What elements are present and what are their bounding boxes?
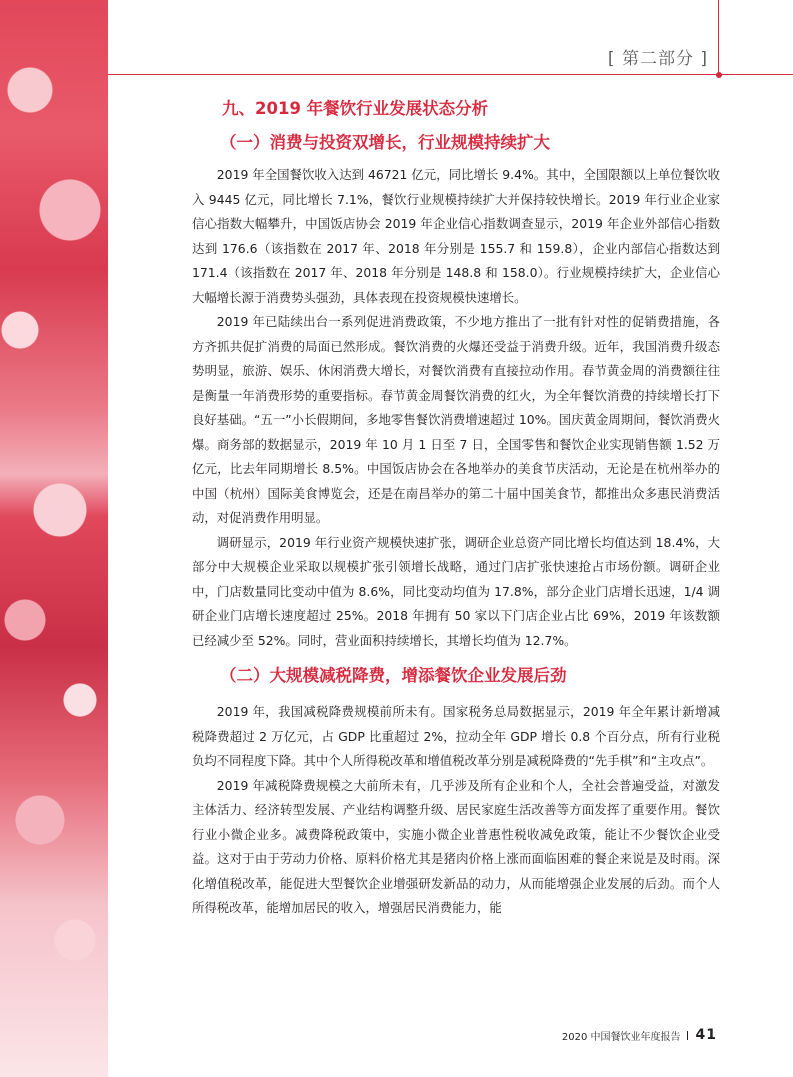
section-1-paragraph-3: 调研显示，2019 年行业资产规模快速扩张，调研企业总资产同比增长均值达到 18.4%，大部分中大规模企业采取以规模扩张引领增长战略，通过门店扩张快速抢占市场份额。调研企业中，门店数量同比变动中值为 8.6%，同比变动均值为 17.8%，部分企业门店增长迅速，1/4 调研企业门店增长速度超过 25%。2018 年拥有 50 家以下门店企业占比 69%，2019 年该数额已经减少至 52%。同时，营业面积持续增长，其增长均值为 12.7%。 bbox=[192, 534, 720, 648]
footer-separator bbox=[687, 1031, 688, 1040]
footer-report-title: 2020 中国餐饮业年度报告 bbox=[561, 1031, 681, 1043]
section-2-heading: （二）大规模减税降费，增添餐饮企业发展后劲 bbox=[220, 666, 567, 685]
main-heading: 九、2019 年餐饮行业发展状态分析 bbox=[222, 99, 489, 118]
article-body bbox=[192, 97, 720, 921]
header-dot bbox=[716, 72, 722, 78]
header-rule bbox=[108, 74, 793, 75]
section-2-paragraph-1: 2019 年，我国减税降费规模前所未有。国家税务总局数据显示，2019 年全年累计新增减税降费超过 2 万亿元，占 GDP 比重超过 2%，拉动全年 GDP 增长 0.8 个百分点，所有行业税负均不同程度下降。其中个人所得税改革和增值税改革分别是减税降费的“先手棋”和“主攻点”。 bbox=[192, 704, 720, 768]
section-2-paragraph-2: 2019 年减税降费规模之大前所未有，几乎涉及所有企业和个人，全社会普遍受益，对激发主体活力、经济转型发展、产业结构调整升级、居民家庭生活改善等方面发挥了重要作用。餐饮行业小微企业多。减费降税政策中，实施小微企业普惠性税收减免政策，能让不少餐饮企业受益。这对于由于劳动力价格、原料价格尤其是猪肉价格上涨而面临困难的餐企来说是及时雨。深化增值税改革，能促进大型餐饮企业增强研发新品的动力，从而能增强企业发展的后劲。而个人所得税改革，能增加居民的收入，增强居民消费能力，能 bbox=[192, 777, 720, 915]
section-label: [ 第二部分 ] bbox=[607, 49, 708, 69]
page-footer bbox=[562, 1027, 717, 1043]
section-1-heading: （一）消费与投资双增长，行业规模持续扩大 bbox=[220, 133, 550, 152]
section-1-paragraph-1: 2019 年全国餐饮收入达到 46721 亿元，同比增长 9.4%。其中，全国限额以上单位餐饮收入 9445 亿元，同比增长 7.1%，餐饮行业规模持续扩大并保持较快增长。2019 年行业企业家信心指数大幅攀升，中国饭店协会 2019 年企业信心指数调查显示，2019 年企业外部信心指数达到 176.6（该指数在 2017 年、2018 年分别是 155.7 和 159.8），企业内部信心指数达到 171.4（该指数在 2017 年、2018 年分别是 148.8 和 158.0）。行业规模持续扩大，企业信心大幅增长源于消费势头强劲，具体表现在投资规模快速增长。 bbox=[192, 167, 720, 305]
header-vertical-rule bbox=[718, 0, 719, 75]
page-number: 41 bbox=[695, 1027, 717, 1043]
decorative-side-image bbox=[0, 0, 108, 1077]
section-1-paragraph-2: 2019 年已陆续出台一系列促进消费政策，不少地方推出了一批有针对性的促销费措施，各方齐抓共促扩消费的局面已然形成。餐饮消费的火爆还受益于消费升级。近年，我国消费升级态势明显，旅游、娱乐、休闲消费大增长，对餐饮消费有直接拉动作用。春节黄金周的消费额往往是衡量一年消费形势的重要指标。春节黄金周餐饮消费的红火，为全年餐饮消费的持续增长打下良好基础。“五一”小长假期间，多地零售餐饮消费增速超过 10%。国庆黄金周期间，餐饮消费火爆。商务部的数据显示，2019 年 10 月 1 日至 7 日，全国零售和餐饮企业实现销售额 1.52 万亿元，比去年同期增长 8.5%。中国饭店协会在各地举办的美食节庆活动，无论是在杭州举办的中国（杭州）国际美食博览会，还是在南昌举办的第二十届中国美食节，都推出众多惠民消费活动，对促消费作用明显。 bbox=[192, 314, 720, 525]
